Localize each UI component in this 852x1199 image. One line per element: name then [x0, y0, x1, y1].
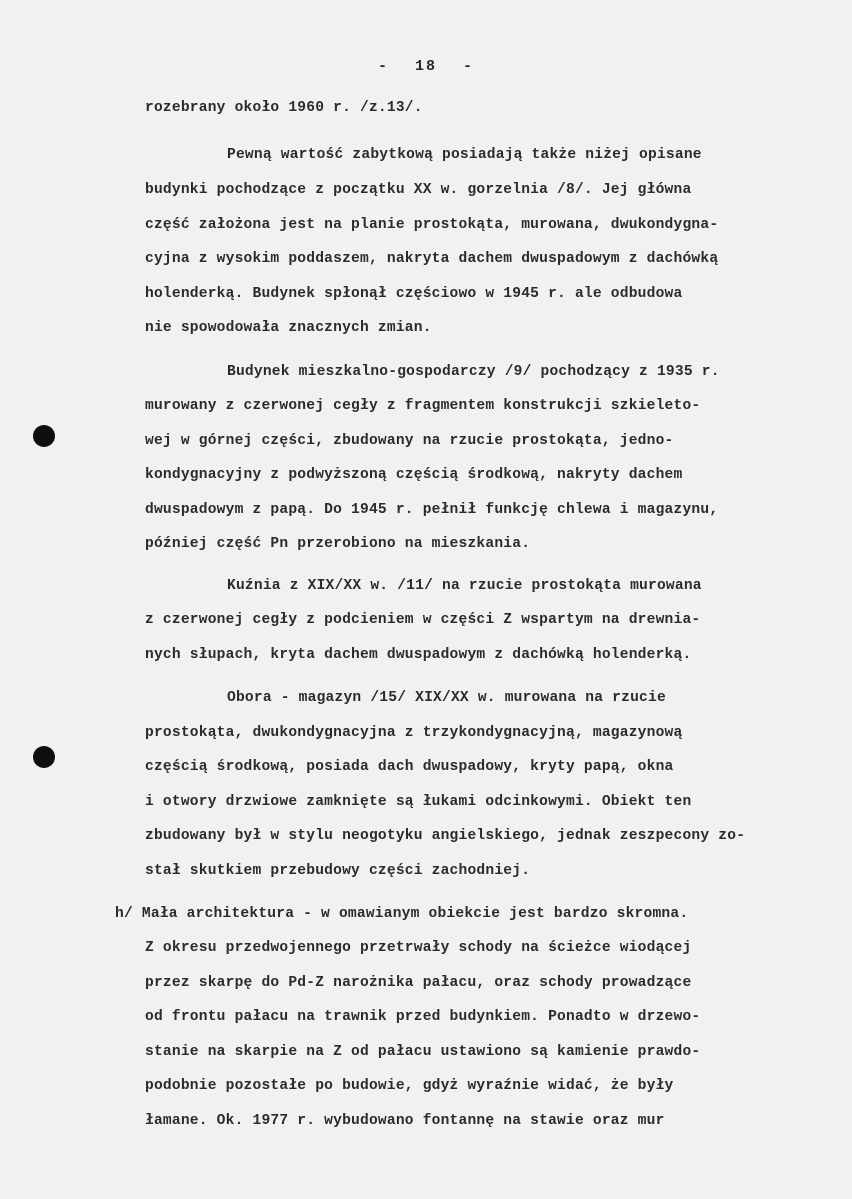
- text-line: holenderką. Budynek spłonął częściowo w 1945 r. ale odbudowa: [145, 286, 683, 302]
- text-line: nie spowodowała znacznych zmian.: [145, 320, 432, 336]
- text-line: część założona jest na planie prostokąta, murowana, dwukondygna-: [145, 217, 719, 233]
- page-folio: [0, 58, 852, 75]
- text-line: Z okresu przedwojennego przetrwały schody na ścieżce wiodącej: [145, 940, 692, 956]
- punch-hole-bottom: [33, 746, 55, 768]
- text-line: zbudowany był w stylu neogotyku angielskiego, jednak zeszpecony zo-: [145, 828, 746, 844]
- text-line: później część Pn przerobiono na mieszkania.: [145, 536, 531, 552]
- text-line: prostokąta, dwukondygnacyjna z trzykondygnacyjną, magazynową: [145, 725, 683, 741]
- section-h-first-line: h/ Mała architektura - w omawianym obiekcie jest bardzo skromna.: [115, 906, 689, 922]
- folio-dash-left: -: [377, 58, 389, 75]
- paragraph-first-line: Pewną wartość zabytkową posiadają także niżej opisane: [227, 147, 702, 163]
- text-line: nych słupach, kryta dachem dwuspadowym z dachówką holenderką.: [145, 647, 692, 663]
- text-line: częścią środkową, posiada dach dwuspadowy, kryty papą, okna: [145, 759, 674, 775]
- text-line: od frontu pałacu na trawnik przed budynkiem. Ponadto w drzewo-: [145, 1009, 701, 1025]
- text-line: wej w górnej części, zbudowany na rzucie prostokąta, jedno-: [145, 433, 674, 449]
- page-number: 18: [414, 58, 437, 75]
- folio-dash-right: -: [463, 58, 475, 75]
- text-line: rozebrany około 1960 r. /z.13/.: [145, 100, 423, 116]
- text-line: przez skarpę do Pd-Z narożnika pałacu, oraz schody prowadzące: [145, 975, 692, 991]
- text-line: kondygnacyjny z podwyższoną częścią środkową, nakryty dachem: [145, 467, 683, 483]
- paragraph-first-line: Budynek mieszkalno-gospodarczy /9/ pochodzący z 1935 r.: [227, 364, 720, 380]
- punch-hole-top: [33, 425, 55, 447]
- text-line: dwuspadowym z papą. Do 1945 r. pełnił funkcję chlewa i magazynu,: [145, 502, 719, 518]
- text-line: murowany z czerwonej cegły z fragmentem konstrukcji szkieleto-: [145, 398, 701, 414]
- text-line: z czerwonej cegły z podcieniem w części Z wspartym na drewnia-: [145, 612, 701, 628]
- text-line: podobnie pozostałe po budowie, gdyż wyraźnie widać, że były: [145, 1078, 674, 1094]
- text-line: stał skutkiem przebudowy części zachodniej.: [145, 863, 531, 879]
- paragraph-first-line: Kuźnia z XIX/XX w. /11/ na rzucie prostokąta murowana: [227, 578, 702, 594]
- text-line: łamane. Ok. 1977 r. wybudowano fontannę na stawie oraz mur: [145, 1113, 665, 1129]
- text-line: budynki pochodzące z początku XX w. gorzelnia /8/. Jej główna: [145, 182, 692, 198]
- paragraph-first-line: Obora - magazyn /15/ XIX/XX w. murowana na rzucie: [227, 690, 666, 706]
- text-line: stanie na skarpie na Z od pałacu ustawiono są kamienie prawdo-: [145, 1044, 701, 1060]
- text-line: i otwory drzwiowe zamknięte są łukami odcinkowymi. Obiekt ten: [145, 794, 692, 810]
- text-line: cyjna z wysokim poddaszem, nakryta dachem dwuspadowym z dachówką: [145, 251, 719, 267]
